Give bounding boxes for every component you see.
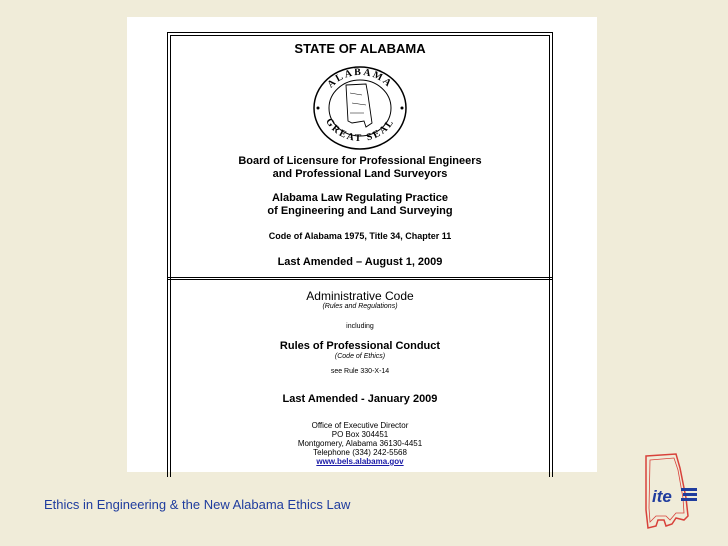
alabama-outline-icon <box>636 450 708 532</box>
rules-regulations-note: (Rules and Regulations) <box>322 303 398 310</box>
code-ethics-note: (Code of Ethics) <box>334 353 386 360</box>
office-line: Office of Executive Director <box>311 421 409 430</box>
state-title: STATE OF ALABAMA <box>294 41 426 56</box>
great-seal-icon <box>312 65 408 151</box>
seal-bottom-text: GREAT SEAL <box>323 116 397 145</box>
svg-text:ALABAMA <box>325 67 394 90</box>
see-rule-text: see Rule 330-X-14 <box>330 368 390 375</box>
website-link[interactable]: www.bels.alabama.gov <box>316 457 404 466</box>
law-line-1: Alabama Law Regulating Practice <box>271 192 449 204</box>
law-line-2: of Engineering and Land Surveying <box>267 205 453 217</box>
ite-logo-text: ite <box>652 487 672 506</box>
last-amended-law: Last Amended – August 1, 2009 <box>277 256 443 268</box>
ite-logo <box>636 450 708 532</box>
seal-top-text: ALABAMA <box>325 66 395 91</box>
po-box-line: PO Box 304451 <box>331 430 389 439</box>
document-image <box>127 17 597 472</box>
board-line-2: and Professional Land Surveyors <box>272 168 448 180</box>
footer-title: Ethics in Engineering & the New Alabama Ethics Law <box>44 497 351 512</box>
administrative-code-title: Administrative Code <box>306 289 414 303</box>
including-text: including <box>346 323 374 330</box>
section-divider <box>167 277 553 280</box>
last-amended-code: Last Amended - January 2009 <box>282 393 438 405</box>
board-line-1: Board of Licensure for Professional Engineers <box>238 155 482 167</box>
rules-conduct-title: Rules of Professional Conduct <box>279 340 441 352</box>
telephone-line: Telephone (334) 242-5568 <box>313 448 407 457</box>
code-reference: Code of Alabama 1975, Title 34, Chapter 11 <box>268 231 452 241</box>
svg-text:GREAT SEAL <box>323 116 397 144</box>
city-line: Montgomery, Alabama 36130-4451 <box>297 439 423 448</box>
